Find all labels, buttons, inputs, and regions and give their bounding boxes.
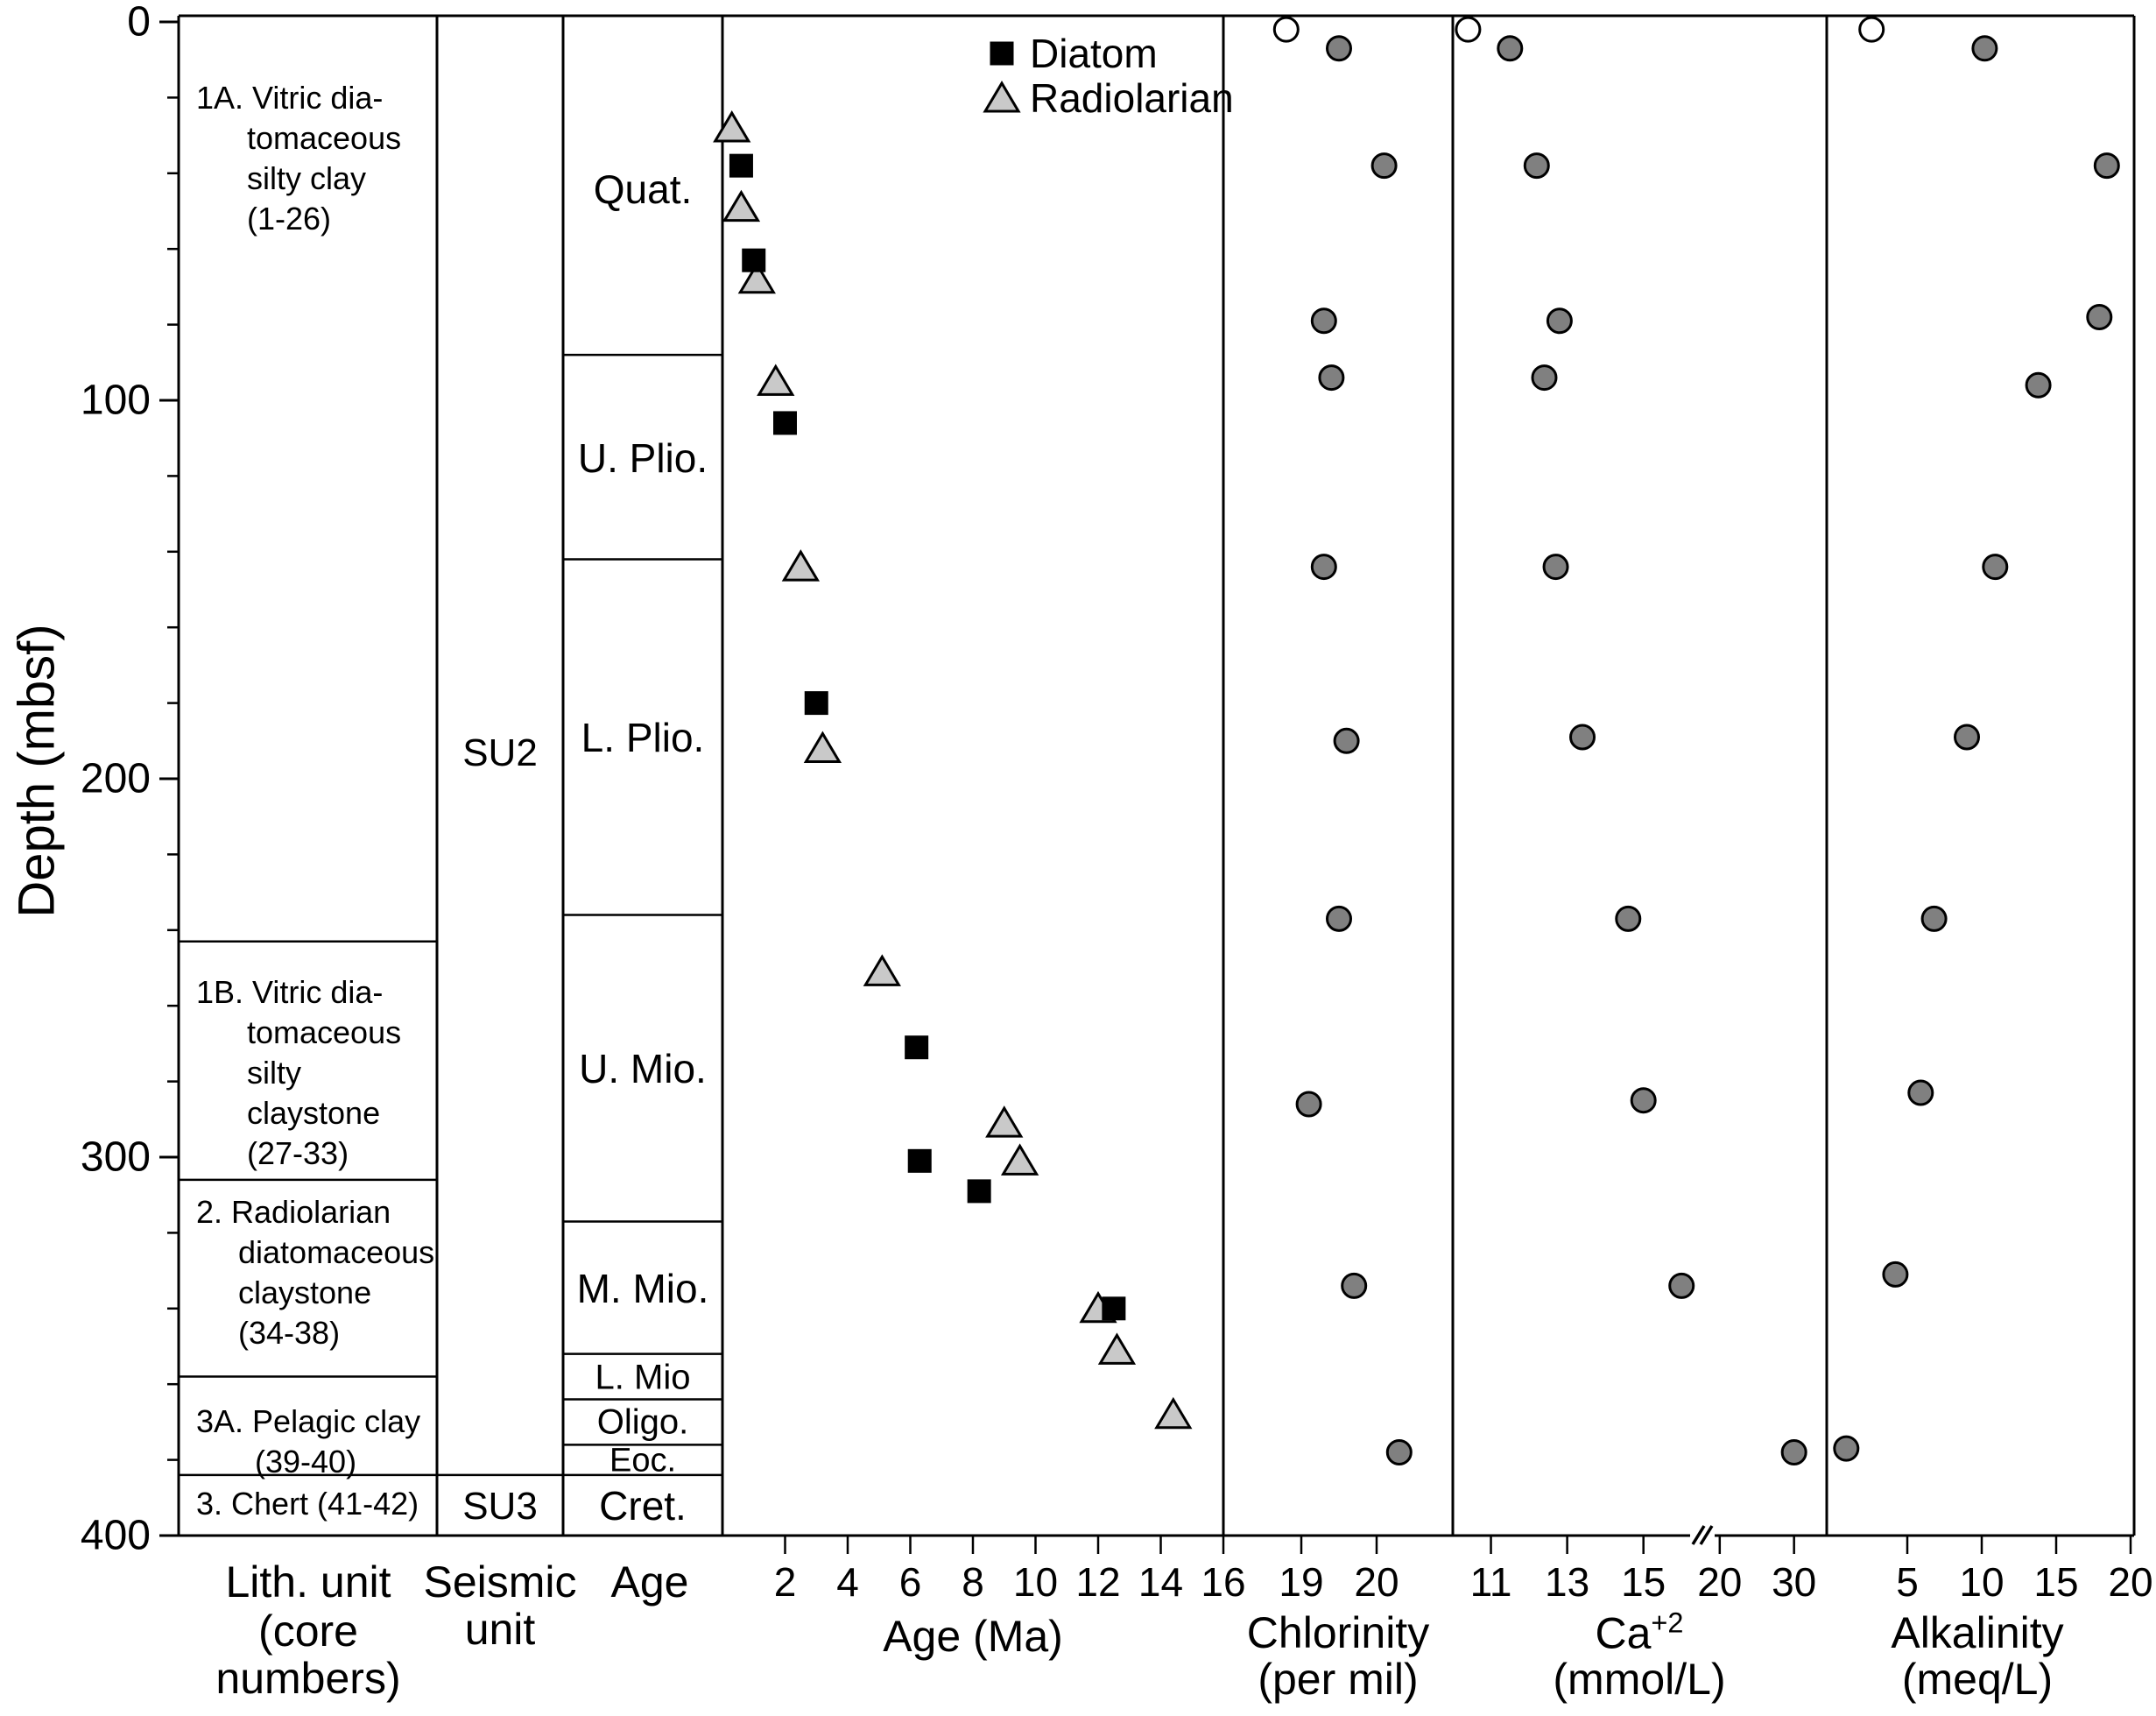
calcium-axis-units: (mmol/L): [1553, 1655, 1726, 1704]
calcium-tick-label-20: 20: [1697, 1559, 1743, 1605]
age-axis-title: Age (Ma): [883, 1612, 1063, 1661]
chlorinity-point-7: [1297, 1092, 1321, 1116]
radiolarian-point-10: [1100, 1335, 1133, 1363]
radiolarian-point-0: [715, 113, 749, 141]
alkalinity-point-9: [1835, 1437, 1858, 1460]
alkalinity-axis-units: (meq/L): [1901, 1655, 2054, 1704]
lith-unit-text-1: 1B. Vitric dia- tomaceous silty claystone (27-33): [196, 974, 402, 1171]
age-tick-label-2: 2: [773, 1559, 797, 1605]
calcium-point-7: [1631, 1089, 1655, 1112]
calcium-point-9: [1782, 1440, 1806, 1464]
age-unit-label-8: Cret.: [599, 1483, 687, 1529]
age-unit-label-6: Oligo.: [596, 1402, 689, 1442]
diatom-point-4: [905, 1035, 928, 1059]
radiolarian-point-4: [784, 552, 817, 580]
chlorinity-point-4: [1312, 555, 1335, 579]
chlorinity-open-circle: [1274, 18, 1298, 41]
calcium-point-0: [1498, 37, 1522, 60]
diatom-point-2: [773, 411, 797, 434]
legend-diatom-marker: [990, 42, 1014, 66]
depth-tick-label-300: 300: [80, 1133, 151, 1181]
seismic-unit-label-SU3: SU3: [462, 1485, 538, 1528]
age-unit-label-2: L. Plio.: [581, 715, 705, 761]
lith-column-header-line2: (core: [258, 1607, 358, 1656]
radiolarian-point-3: [759, 366, 793, 394]
lith-column-header-line3: numbers): [215, 1654, 401, 1703]
chlorinity-point-5: [1335, 729, 1358, 752]
alkalinity-point-1: [2095, 154, 2118, 178]
radiolarian-point-6: [865, 957, 898, 985]
alkalinity-tick-label-15: 15: [2033, 1559, 2079, 1605]
age-unit-label-5: L. Mio: [595, 1358, 691, 1397]
age-tick-label-16: 16: [1201, 1559, 1246, 1605]
lith-unit-text-0: 1A. Vitric dia- tomaceous silty clay (1-26): [196, 80, 402, 237]
chlorinity-tick-label-19: 19: [1279, 1559, 1324, 1605]
calcium-point-2: [1547, 309, 1571, 333]
alkalinity-tick-label-20: 20: [2108, 1559, 2153, 1605]
calcium-point-1: [1525, 154, 1548, 178]
age-column-header: Age: [610, 1557, 689, 1607]
chlorinity-point-6: [1328, 907, 1351, 930]
age-tick-label-6: 6: [898, 1559, 922, 1605]
calcium-point-8: [1670, 1274, 1694, 1297]
age-unit-label-7: Eoc.: [609, 1442, 677, 1479]
calcium-axis-title: [1596, 1607, 1684, 1659]
seismic-column-header-line1: Seismic: [423, 1557, 577, 1607]
alkalinity-open-circle: [1860, 18, 1884, 41]
age-unit-label-1: U. Plio.: [577, 434, 708, 481]
calcium-point-6: [1617, 907, 1640, 930]
alkalinity-point-0: [1973, 37, 1997, 60]
diatom-point-0: [729, 154, 753, 178]
diatom-point-1: [742, 249, 765, 272]
alkalinity-point-3: [2026, 373, 2050, 397]
seismic-unit-label-SU2: SU2: [462, 731, 538, 774]
radiolarian-point-7: [988, 1108, 1021, 1136]
age-tick-label-8: 8: [962, 1559, 984, 1605]
alkalinity-point-5: [1955, 725, 1979, 749]
diatom-point-3: [805, 691, 828, 715]
radiolarian-point-11: [1157, 1400, 1190, 1428]
calcium-axis-title-sup: +2: [1651, 1607, 1684, 1639]
alkalinity-point-4: [1983, 555, 2007, 579]
chlorinity-point-0: [1328, 37, 1351, 60]
chlorinity-point-9: [1387, 1440, 1411, 1464]
calcium-tick-label-30: 30: [1772, 1559, 1817, 1605]
alkalinity-tick-label-10: 10: [1959, 1559, 2005, 1605]
alkalinity-tick-label-5: 5: [1896, 1559, 1919, 1605]
chlorinity-point-2: [1312, 309, 1335, 333]
calcium-tick-label-11: 11: [1469, 1559, 1512, 1605]
chlorinity-point-1: [1372, 154, 1396, 178]
chlorinity-point-3: [1320, 366, 1343, 390]
depth-tick-label-200: 200: [80, 755, 151, 802]
diatom-point-6: [968, 1179, 991, 1203]
seismic-column-header-line2: unit: [464, 1605, 536, 1654]
calcium-axis-title-base: Ca: [1595, 1608, 1652, 1658]
lith-unit-text-2: 2. Radiolarian diatomaceous claystone (34-38): [196, 1194, 435, 1351]
calcium-point-3: [1532, 366, 1556, 390]
chlorinity-axis-units: (per mil): [1258, 1655, 1419, 1704]
calcium-point-4: [1544, 555, 1568, 579]
alkalinity-point-8: [1884, 1262, 1907, 1286]
calcium-open-circle: [1456, 18, 1480, 41]
radiolarian-point-5: [806, 733, 839, 761]
chlorinity-axis-title: Chlorinity: [1246, 1608, 1430, 1657]
radiolarian-point-8: [1004, 1146, 1037, 1174]
age-tick-label-12: 12: [1075, 1559, 1121, 1605]
depth-tick-label-100: 100: [80, 377, 151, 424]
chlorinity-tick-label-20: 20: [1354, 1559, 1399, 1605]
lith-column-header-line1: Lith. unit: [225, 1557, 391, 1607]
calcium-tick-label-15: 15: [1621, 1559, 1666, 1605]
age-unit-label-0: Quat.: [593, 166, 693, 213]
alkalinity-point-6: [1922, 907, 1946, 930]
age-unit-label-3: U. Mio.: [579, 1046, 707, 1092]
alkalinity-point-2: [2088, 305, 2111, 328]
lith-unit-text-4: 3. Chert (41-42): [196, 1486, 419, 1522]
calcium-tick-label-13: 13: [1545, 1559, 1590, 1605]
radiolarian-point-1: [724, 193, 757, 221]
diatom-point-7: [1102, 1296, 1125, 1320]
legend-radiolarian-marker: [985, 83, 1018, 111]
chlorinity-point-8: [1342, 1274, 1366, 1297]
age-tick-label-10: 10: [1012, 1559, 1059, 1605]
alkalinity-axis-title: Alkalinity: [1891, 1608, 2064, 1657]
age-unit-label-4: M. Mio.: [576, 1266, 709, 1312]
age-tick-label-4: 4: [836, 1559, 859, 1605]
calcium-point-5: [1571, 725, 1595, 749]
diatom-point-5: [908, 1149, 932, 1173]
depth-tick-label-0: 0: [127, 0, 151, 46]
depth-axis-title: Depth (mbsf): [8, 624, 66, 918]
legend-radiolarian-label: Radiolarian: [1030, 75, 1234, 121]
age-tick-label-14: 14: [1138, 1559, 1184, 1605]
lith-unit-text-3: 3A. Pelagic clay (39-40): [196, 1403, 421, 1479]
legend-diatom-label: Diatom: [1030, 31, 1158, 76]
alkalinity-point-7: [1909, 1081, 1933, 1105]
depth-tick-label-400: 400: [80, 1512, 151, 1559]
